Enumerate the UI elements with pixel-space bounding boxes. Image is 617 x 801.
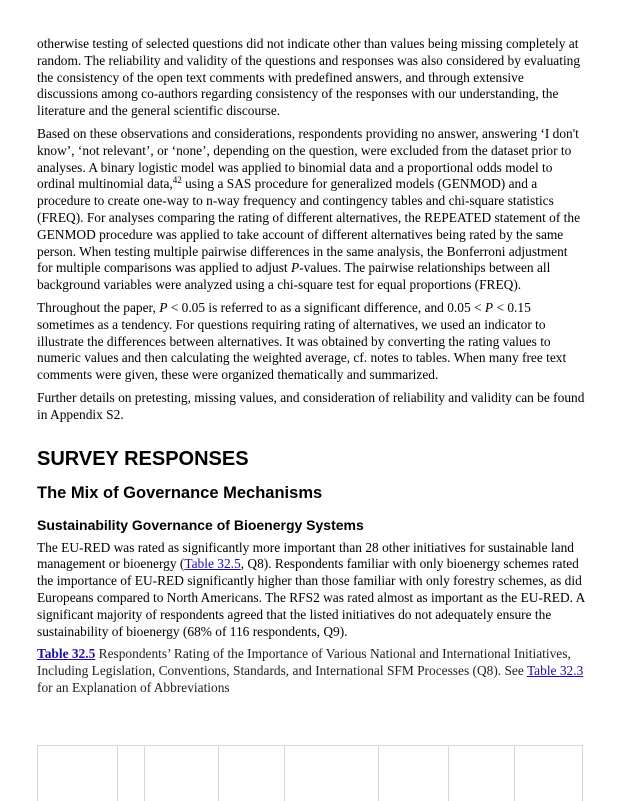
- italic-p-symbol: P: [291, 260, 300, 276]
- caption-text: for an Explanation of Abbreviations: [37, 679, 230, 695]
- table-column-divider: [378, 746, 379, 801]
- table-column-divider: [144, 746, 145, 801]
- table-column-divider: [582, 746, 583, 801]
- table-column-divider: [514, 746, 515, 801]
- table-column-divider: [448, 746, 449, 801]
- table-column-divider: [284, 746, 285, 801]
- paragraph-text: Based on these observations and considerations, respondents providing no answer, answering ‘I don't know’, ‘not relevant’, or ‘none’, depending on the question, were excluded from the dataset prior to analyses. A binary logistic model was applied to binomial data and a proportional odds model to ordinal multinomial data,: [37, 125, 579, 192]
- italic-p-symbol: P: [484, 299, 494, 315]
- table-column-divider: [218, 746, 219, 801]
- paragraph-statistical-models: [37, 126, 585, 294]
- paragraph-text: The EU-RED was rated as significantly more important than 28 other initiatives for sustainable land management or bioenergy (: [37, 539, 574, 572]
- caption-text: Respondents’ Rating of the Importance of Various National and International Initiatives, Including Legislation, Conventions, Standards, and International SFM Processes (Q8). See: [37, 646, 571, 679]
- table-caption: [37, 646, 585, 696]
- paragraph-text: -values. The pairwise relationships between all background variables were analyzed using a chi-square test for equal proportions (FREQ).: [37, 260, 551, 293]
- subsubsection-heading: Sustainability Governance of Bioenergy Systems: [37, 516, 364, 533]
- table-32-5-link[interactable]: Table 32.5: [184, 556, 241, 572]
- paragraph-text: using a SAS procedure for generalized models (GENMOD) and a procedure to create one-way to n-way frequency and contingency tables and chi-square statistics (FREQ). For analyses comparing the rating of different alternatives, the REPEATED statement of the GENMOD procedure was applied to take account of different alternatives being rated by the same person. When testing multiple pairwise differences in the same analysis, the Bonferroni adjustment for multiple comparisons was applied to adjust: [37, 176, 581, 276]
- paragraph-text: < 0.05 is referred to as a significant difference, and 0.05 <: [167, 299, 485, 315]
- paragraph-eu-red-rating: [37, 540, 585, 641]
- paragraph-significance-levels: [37, 300, 585, 384]
- table-column-divider: [117, 746, 118, 801]
- section-heading: SURVEY RESPONSES: [37, 447, 249, 470]
- citation-reference[interactable]: 42: [172, 175, 182, 186]
- paragraph-appendix-note: [37, 390, 585, 424]
- paragraph-text: Further details on pretesting, missing values, and consideration of reliability and validity can be found in Appendix S2.: [37, 389, 585, 422]
- paragraph-text: Throughout the paper,: [37, 299, 160, 315]
- table-32-5-header: [37, 745, 583, 801]
- table-caption-label-link[interactable]: Table 32.5: [37, 646, 96, 662]
- paragraph-methods-reliability: [37, 36, 585, 120]
- paragraph-text: otherwise testing of selected questions did not indicate other than values being missing completely at random. The reliability and validity of the questions and responses was also considered by evaluating the consistency of the open text comments with predefined answers, and through extensive discussions among co-authors regarding consistency of the responses with our understanding, the literature and the general scientific discourse.: [37, 36, 581, 119]
- italic-p-symbol: P: [159, 299, 168, 315]
- paragraph-text: < 0.15 sometimes as a tendency. For questions requiring rating of alternatives, we used an indicator to illustrate the differences between alternatives. It was obtained by converting the rating values to numeric values and then calculating the weighted average, cf. notes to tables. When many free text comments were given, these were organized thematically and summarized.: [37, 299, 567, 383]
- document-body: [37, 36, 585, 697]
- table-32-3-link[interactable]: Table 32.3: [526, 663, 584, 679]
- paragraph-text: , Q8). Respondents familiar with only bioenergy schemes rated the importance of EU-RED significantly higher than those familiar with only forestry schemes, as did Europeans compared to North Americans. The RFS2 was rated almost as important as the EU-RED. A significant majority of respondents agreed that the listed initiatives do not adequately ensure the sustainability of bioenergy (68% of 116 respondents, Q9).: [37, 556, 585, 639]
- subsection-heading: The Mix of Governance Mechanisms: [37, 483, 323, 502]
